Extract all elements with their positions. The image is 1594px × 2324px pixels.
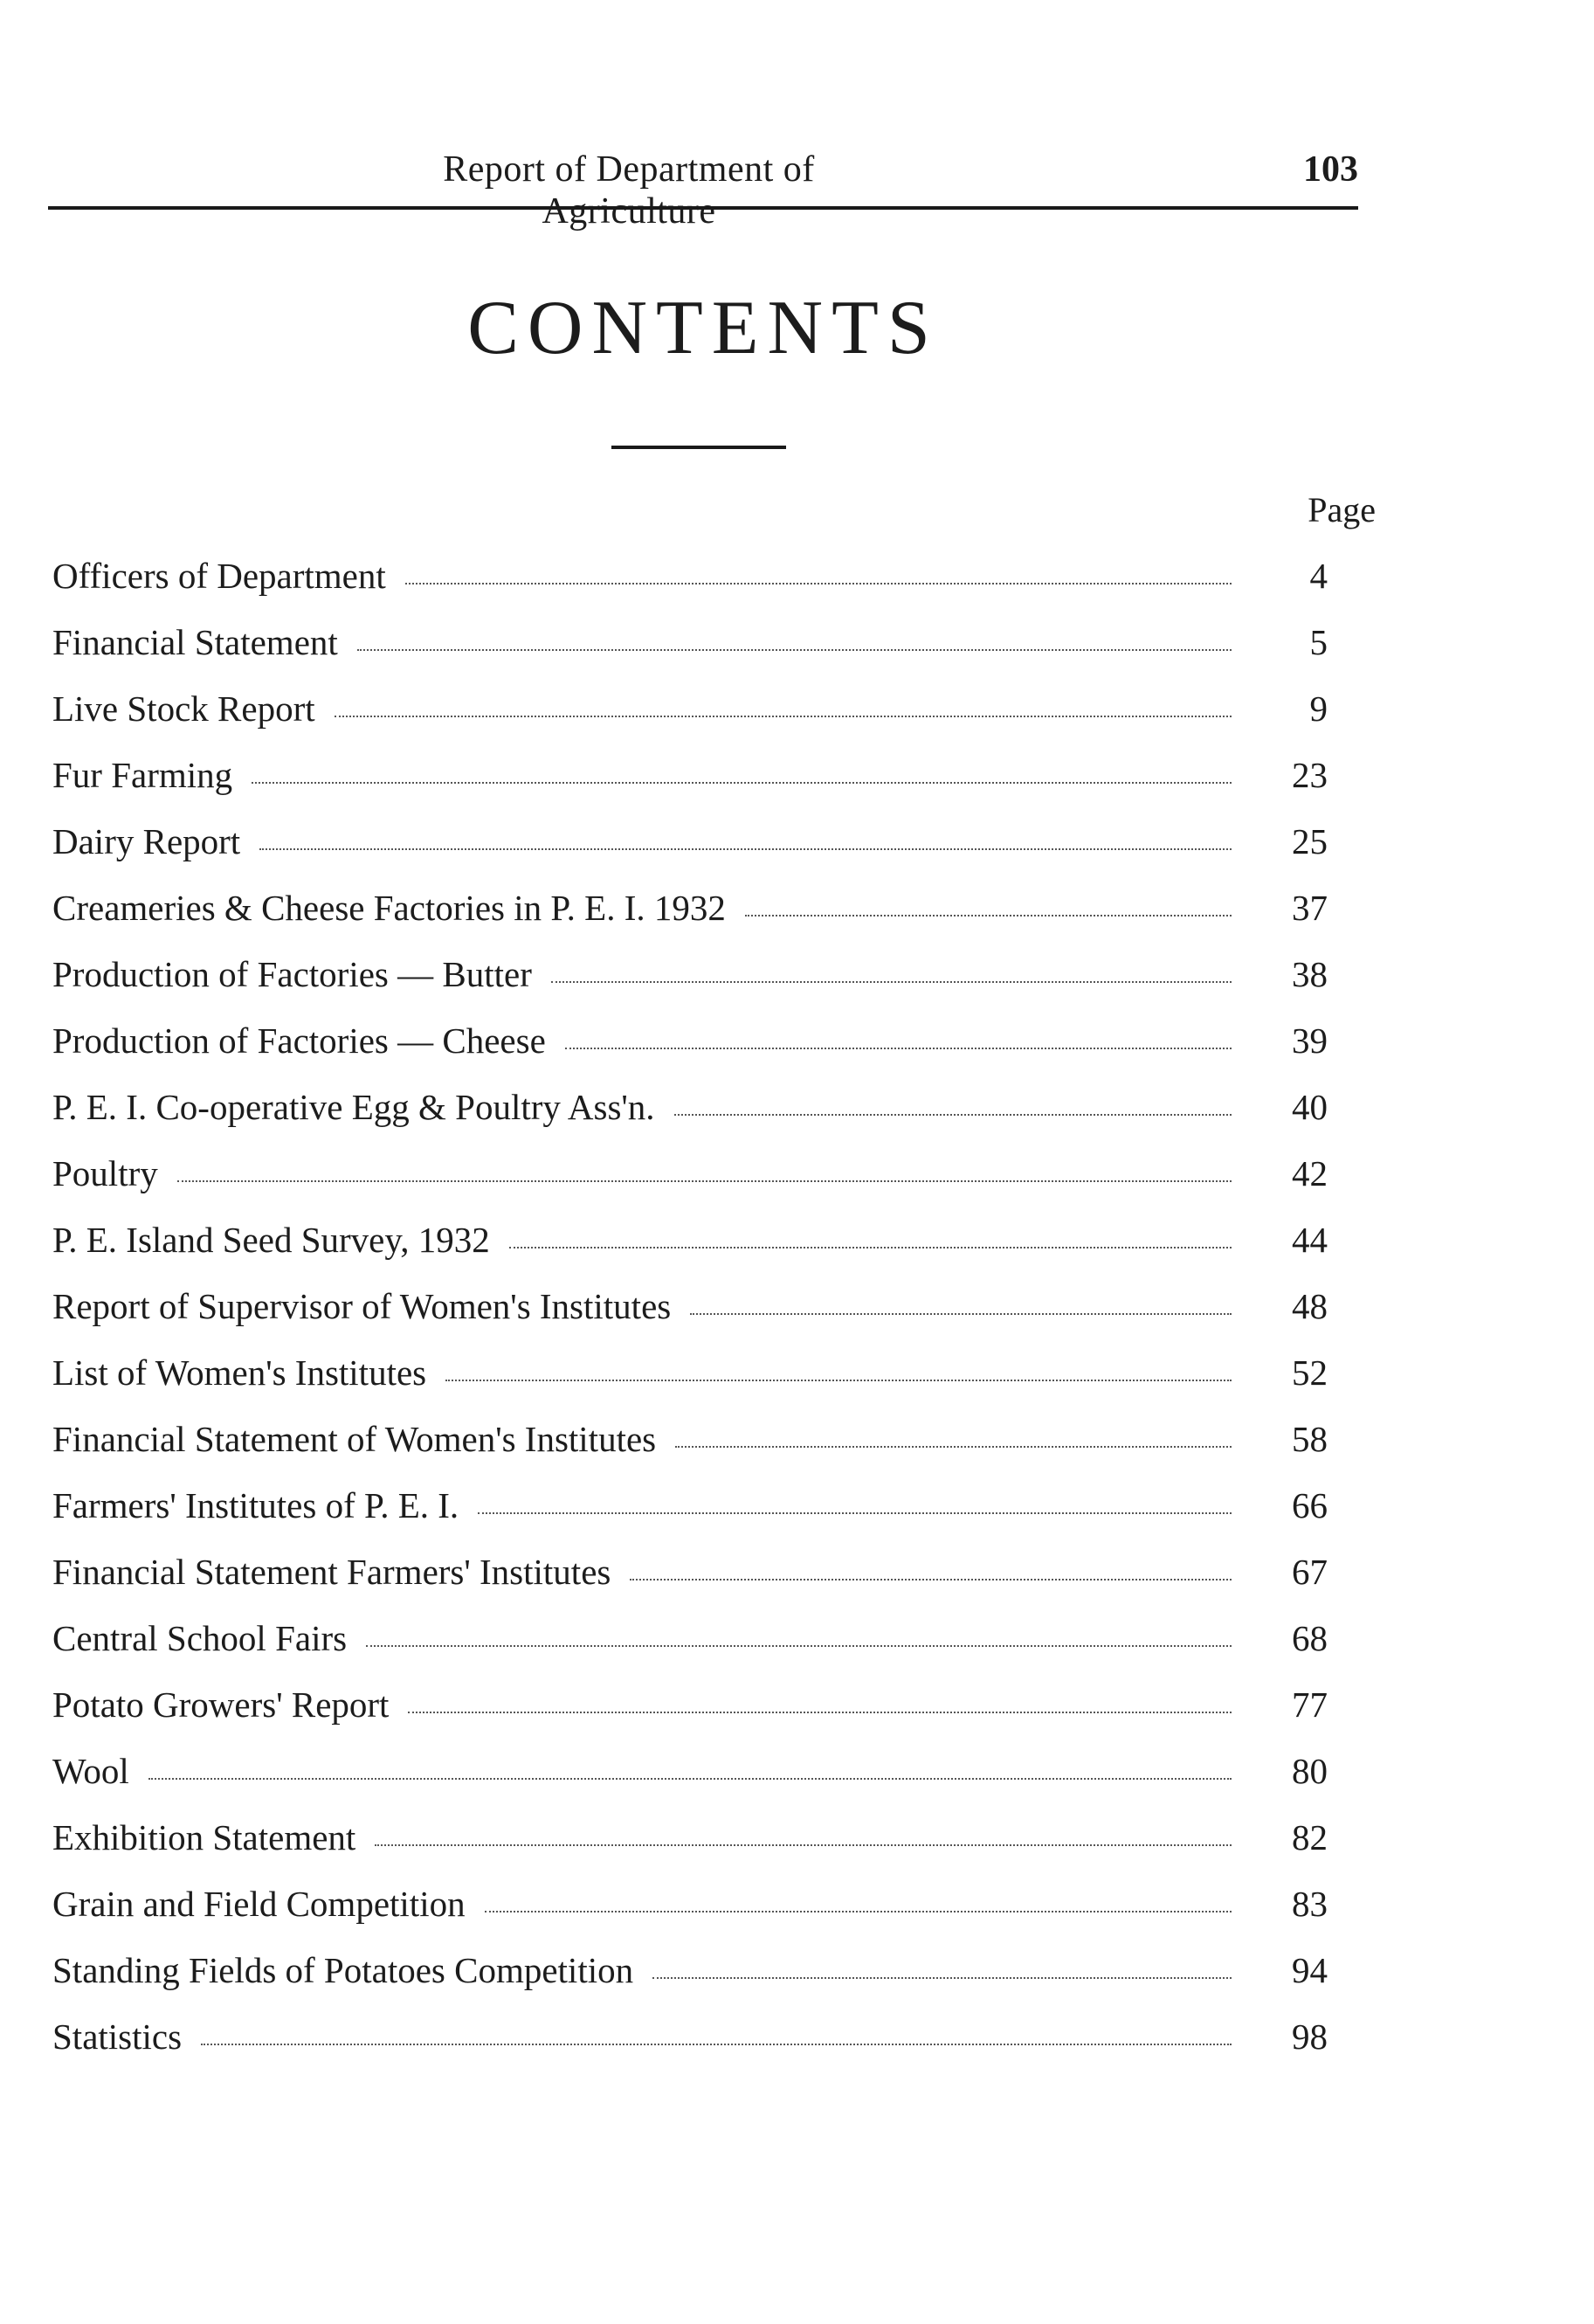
dot-leader xyxy=(445,1380,1232,1381)
toc-entry-page: 94 xyxy=(1292,1950,1328,1990)
running-header xyxy=(48,149,1358,232)
toc-entry-title: Creameries & Cheese Factories in P. E. I. 1932 xyxy=(52,888,726,928)
toc-entry-page: 40 xyxy=(1292,1087,1328,1127)
toc-entry xyxy=(52,953,1328,1020)
toc-entry-title: Financial Statement of Women's Institutes xyxy=(52,1419,657,1459)
dot-leader xyxy=(375,1844,1232,1846)
toc-entry-page: 66 xyxy=(1292,1485,1328,1525)
toc-entry xyxy=(52,1352,1328,1418)
dot-leader xyxy=(485,1911,1232,1912)
dot-leader xyxy=(405,583,1232,584)
header-rule xyxy=(48,206,1358,210)
toc-entry xyxy=(52,1883,1328,1949)
dot-leader xyxy=(148,1778,1232,1780)
toc-entry xyxy=(52,1484,1328,1551)
toc-entry-title: Financial Statement Farmers' Institutes xyxy=(52,1552,611,1592)
toc-entry-page: 9 xyxy=(1309,688,1328,729)
dot-leader xyxy=(690,1313,1232,1315)
dot-leader xyxy=(652,1977,1232,1979)
toc-entry-title: Fur Farming xyxy=(52,755,233,795)
toc-entry xyxy=(52,1949,1328,2016)
toc-entry-title: Live Stock Report xyxy=(52,688,315,729)
toc-entry-title: Report of Supervisor of Women's Institutes xyxy=(52,1286,672,1326)
dot-leader xyxy=(259,848,1232,850)
toc-entry-page: 77 xyxy=(1292,1684,1328,1725)
running-title: Report of Department of Agriculture xyxy=(443,149,815,232)
toc-entry-title: Grain and Field Competition xyxy=(52,1884,466,1924)
toc-entry-page: 58 xyxy=(1292,1419,1328,1459)
toc-entry xyxy=(52,1551,1328,1617)
dot-leader xyxy=(565,1048,1232,1049)
toc-entry-title: Central School Fairs xyxy=(52,1618,348,1658)
toc-entry-page: 39 xyxy=(1292,1020,1328,1061)
toc-entry-page: 4 xyxy=(1309,556,1328,596)
toc-entry xyxy=(52,621,1328,688)
toc-entry xyxy=(52,1816,1328,1883)
dot-leader xyxy=(366,1645,1232,1647)
dot-leader xyxy=(551,981,1232,983)
toc-entry-title: Farmers' Institutes of P. E. I. xyxy=(52,1485,459,1525)
toc-entry-page: 52 xyxy=(1292,1352,1328,1393)
dot-leader xyxy=(252,782,1232,784)
toc-entry xyxy=(52,1418,1328,1484)
toc-entry xyxy=(52,887,1328,953)
toc-entry xyxy=(52,555,1328,621)
toc-entry xyxy=(52,1617,1328,1684)
toc-entry xyxy=(52,1750,1328,1816)
dot-leader xyxy=(201,2044,1232,2045)
toc-entry-page: 38 xyxy=(1292,954,1328,994)
toc-entry-title: Statistics xyxy=(52,2016,183,2057)
toc-entry xyxy=(52,754,1328,820)
toc-entry xyxy=(52,1086,1328,1152)
toc-entry-title: Officers of Department xyxy=(52,556,386,596)
toc-entry-page: 5 xyxy=(1309,622,1328,662)
toc-entry-page: 82 xyxy=(1292,1817,1328,1857)
toc-entry-page: 48 xyxy=(1292,1286,1328,1326)
dot-leader xyxy=(335,716,1232,717)
toc-entry xyxy=(52,1684,1328,1750)
title-rule xyxy=(611,446,786,449)
toc-entry-title: P. E. I. Co-operative Egg & Poultry Ass'n. xyxy=(52,1087,655,1127)
table-of-contents xyxy=(52,555,1328,2082)
dot-leader xyxy=(509,1247,1232,1248)
toc-entry-title: Financial Statement xyxy=(52,622,338,662)
toc-entry-page: 68 xyxy=(1292,1618,1328,1658)
toc-entry-title: List of Women's Institutes xyxy=(52,1352,427,1393)
page-column-label: Page xyxy=(1308,490,1376,529)
toc-entry-page: 23 xyxy=(1292,755,1328,795)
toc-entry-title: Standing Fields of Potatoes Competition xyxy=(52,1950,634,1990)
toc-entry-title: Wool xyxy=(52,1751,129,1791)
toc-entry xyxy=(52,2016,1328,2082)
dot-leader xyxy=(478,1512,1232,1514)
toc-entry-page: 98 xyxy=(1292,2016,1328,2057)
toc-entry-title: Potato Growers' Report xyxy=(52,1684,390,1725)
toc-entry-title: Production of Factories — Cheese xyxy=(52,1020,546,1061)
toc-entry xyxy=(52,1219,1328,1285)
toc-entry-page: 44 xyxy=(1292,1220,1328,1260)
toc-entry-page: 67 xyxy=(1292,1552,1328,1592)
toc-entry xyxy=(52,1020,1328,1086)
dot-leader xyxy=(357,649,1232,651)
toc-entry-page: 83 xyxy=(1292,1884,1328,1924)
dot-leader xyxy=(177,1180,1232,1182)
toc-entry-title: P. E. Island Seed Survey, 1932 xyxy=(52,1220,490,1260)
dot-leader xyxy=(630,1579,1232,1580)
page-title: CONTENTS xyxy=(467,286,939,370)
dot-leader xyxy=(674,1114,1232,1116)
dot-leader xyxy=(408,1712,1232,1713)
toc-entry-page: 37 xyxy=(1292,888,1328,928)
toc-entry-page: 80 xyxy=(1292,1751,1328,1791)
toc-entry xyxy=(52,1285,1328,1352)
toc-entry xyxy=(52,688,1328,754)
dot-leader xyxy=(745,915,1232,916)
toc-entry xyxy=(52,1152,1328,1219)
toc-entry-title: Poultry xyxy=(52,1153,158,1193)
toc-entry-page: 42 xyxy=(1292,1153,1328,1193)
toc-entry-page: 25 xyxy=(1292,821,1328,861)
toc-entry-title: Exhibition Statement xyxy=(52,1817,356,1857)
toc-entry-title: Dairy Report xyxy=(52,821,241,861)
toc-entry-title: Production of Factories — Butter xyxy=(52,954,532,994)
toc-entry xyxy=(52,820,1328,887)
page-number: 103 xyxy=(1303,149,1358,190)
dot-leader xyxy=(675,1446,1232,1448)
